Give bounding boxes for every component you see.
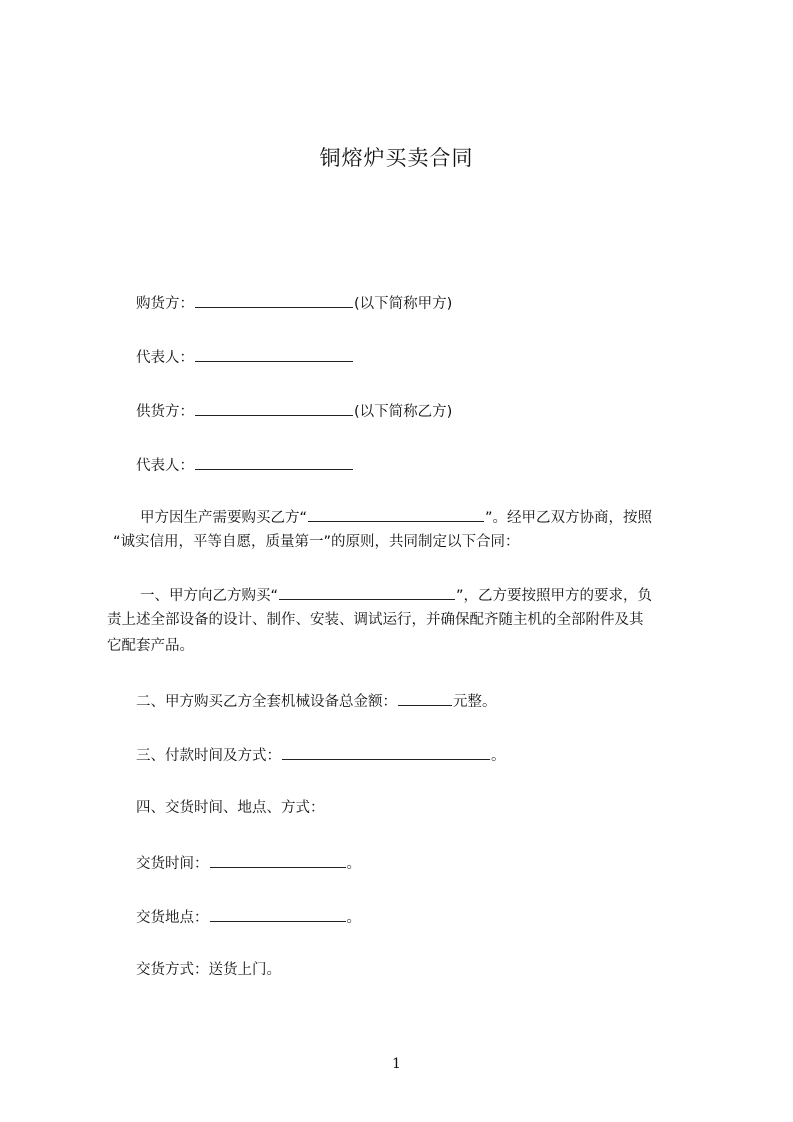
buyer-blank <box>195 292 353 308</box>
clause1-line-3: 它配套产品。 <box>107 638 194 654</box>
page-number: 1 <box>392 1056 401 1072</box>
amount-blank <box>398 690 452 706</box>
delivery-place-blank <box>210 906 346 922</box>
delivery-place-end: 。 <box>346 910 361 926</box>
clause4-heading: 四、交货时间、地点、方式： <box>136 800 325 816</box>
buyer-label: 购货方： <box>136 296 194 312</box>
seller-label: 供货方： <box>136 404 194 420</box>
clause1-product-blank <box>279 584 455 600</box>
clause1-text-a: 一、甲方向乙方购买“ <box>140 588 279 604</box>
buyer-rep-label: 代表人： <box>136 350 194 366</box>
clause3-text-a: 三、付款时间及方式： <box>136 748 281 764</box>
clause2-text-a: 二、甲方购买乙方全套机械设备总金额： <box>136 694 397 710</box>
intro-product-blank <box>308 506 484 522</box>
clause3-line <box>136 744 506 766</box>
clause1-line-1 <box>140 584 652 606</box>
seller-rep-line <box>136 454 354 476</box>
seller-suffix: (以下简称乙方) <box>354 404 453 420</box>
intro-text-b: ”。经甲乙双方协商，按照 <box>485 510 653 526</box>
delivery-time-blank <box>210 852 346 868</box>
delivery-method-line: 交货方式：送货上门。 <box>136 962 281 978</box>
seller-rep-blank <box>195 454 353 470</box>
buyer-rep-line <box>136 346 354 368</box>
intro-line-2: “诚实信用，平等自愿，质量第一”的原则，共同制定以下合同： <box>113 534 520 550</box>
buyer-rep-blank <box>195 346 353 362</box>
buyer-line <box>136 292 452 314</box>
clause2-text-b: 元整。 <box>453 694 497 710</box>
delivery-place-line <box>136 906 361 928</box>
clause1-text-b: ”，乙方要按照甲方的要求，负 <box>456 588 653 604</box>
delivery-place-label: 交货地点： <box>136 910 209 926</box>
delivery-time-end: 。 <box>346 856 361 872</box>
payment-blank <box>282 744 490 760</box>
intro-text-a: 甲方因生产需要购买乙方“ <box>140 510 308 526</box>
seller-blank <box>195 400 353 416</box>
intro-line-1 <box>140 506 652 528</box>
buyer-suffix: (以下简称甲方) <box>354 296 453 312</box>
contract-title: 铜熔炉买卖合同 <box>319 146 474 170</box>
clause2-line <box>136 690 497 712</box>
delivery-time-label: 交货时间： <box>136 856 209 872</box>
delivery-time-line <box>136 852 361 874</box>
clause3-text-b: 。 <box>491 748 506 764</box>
clause1-line-2: 责上述全部设备的设计、制作、安装、调试运行，并确保配齐随主机的全部附件及其 <box>107 612 644 628</box>
seller-rep-label: 代表人： <box>136 458 194 474</box>
seller-line <box>136 400 452 422</box>
